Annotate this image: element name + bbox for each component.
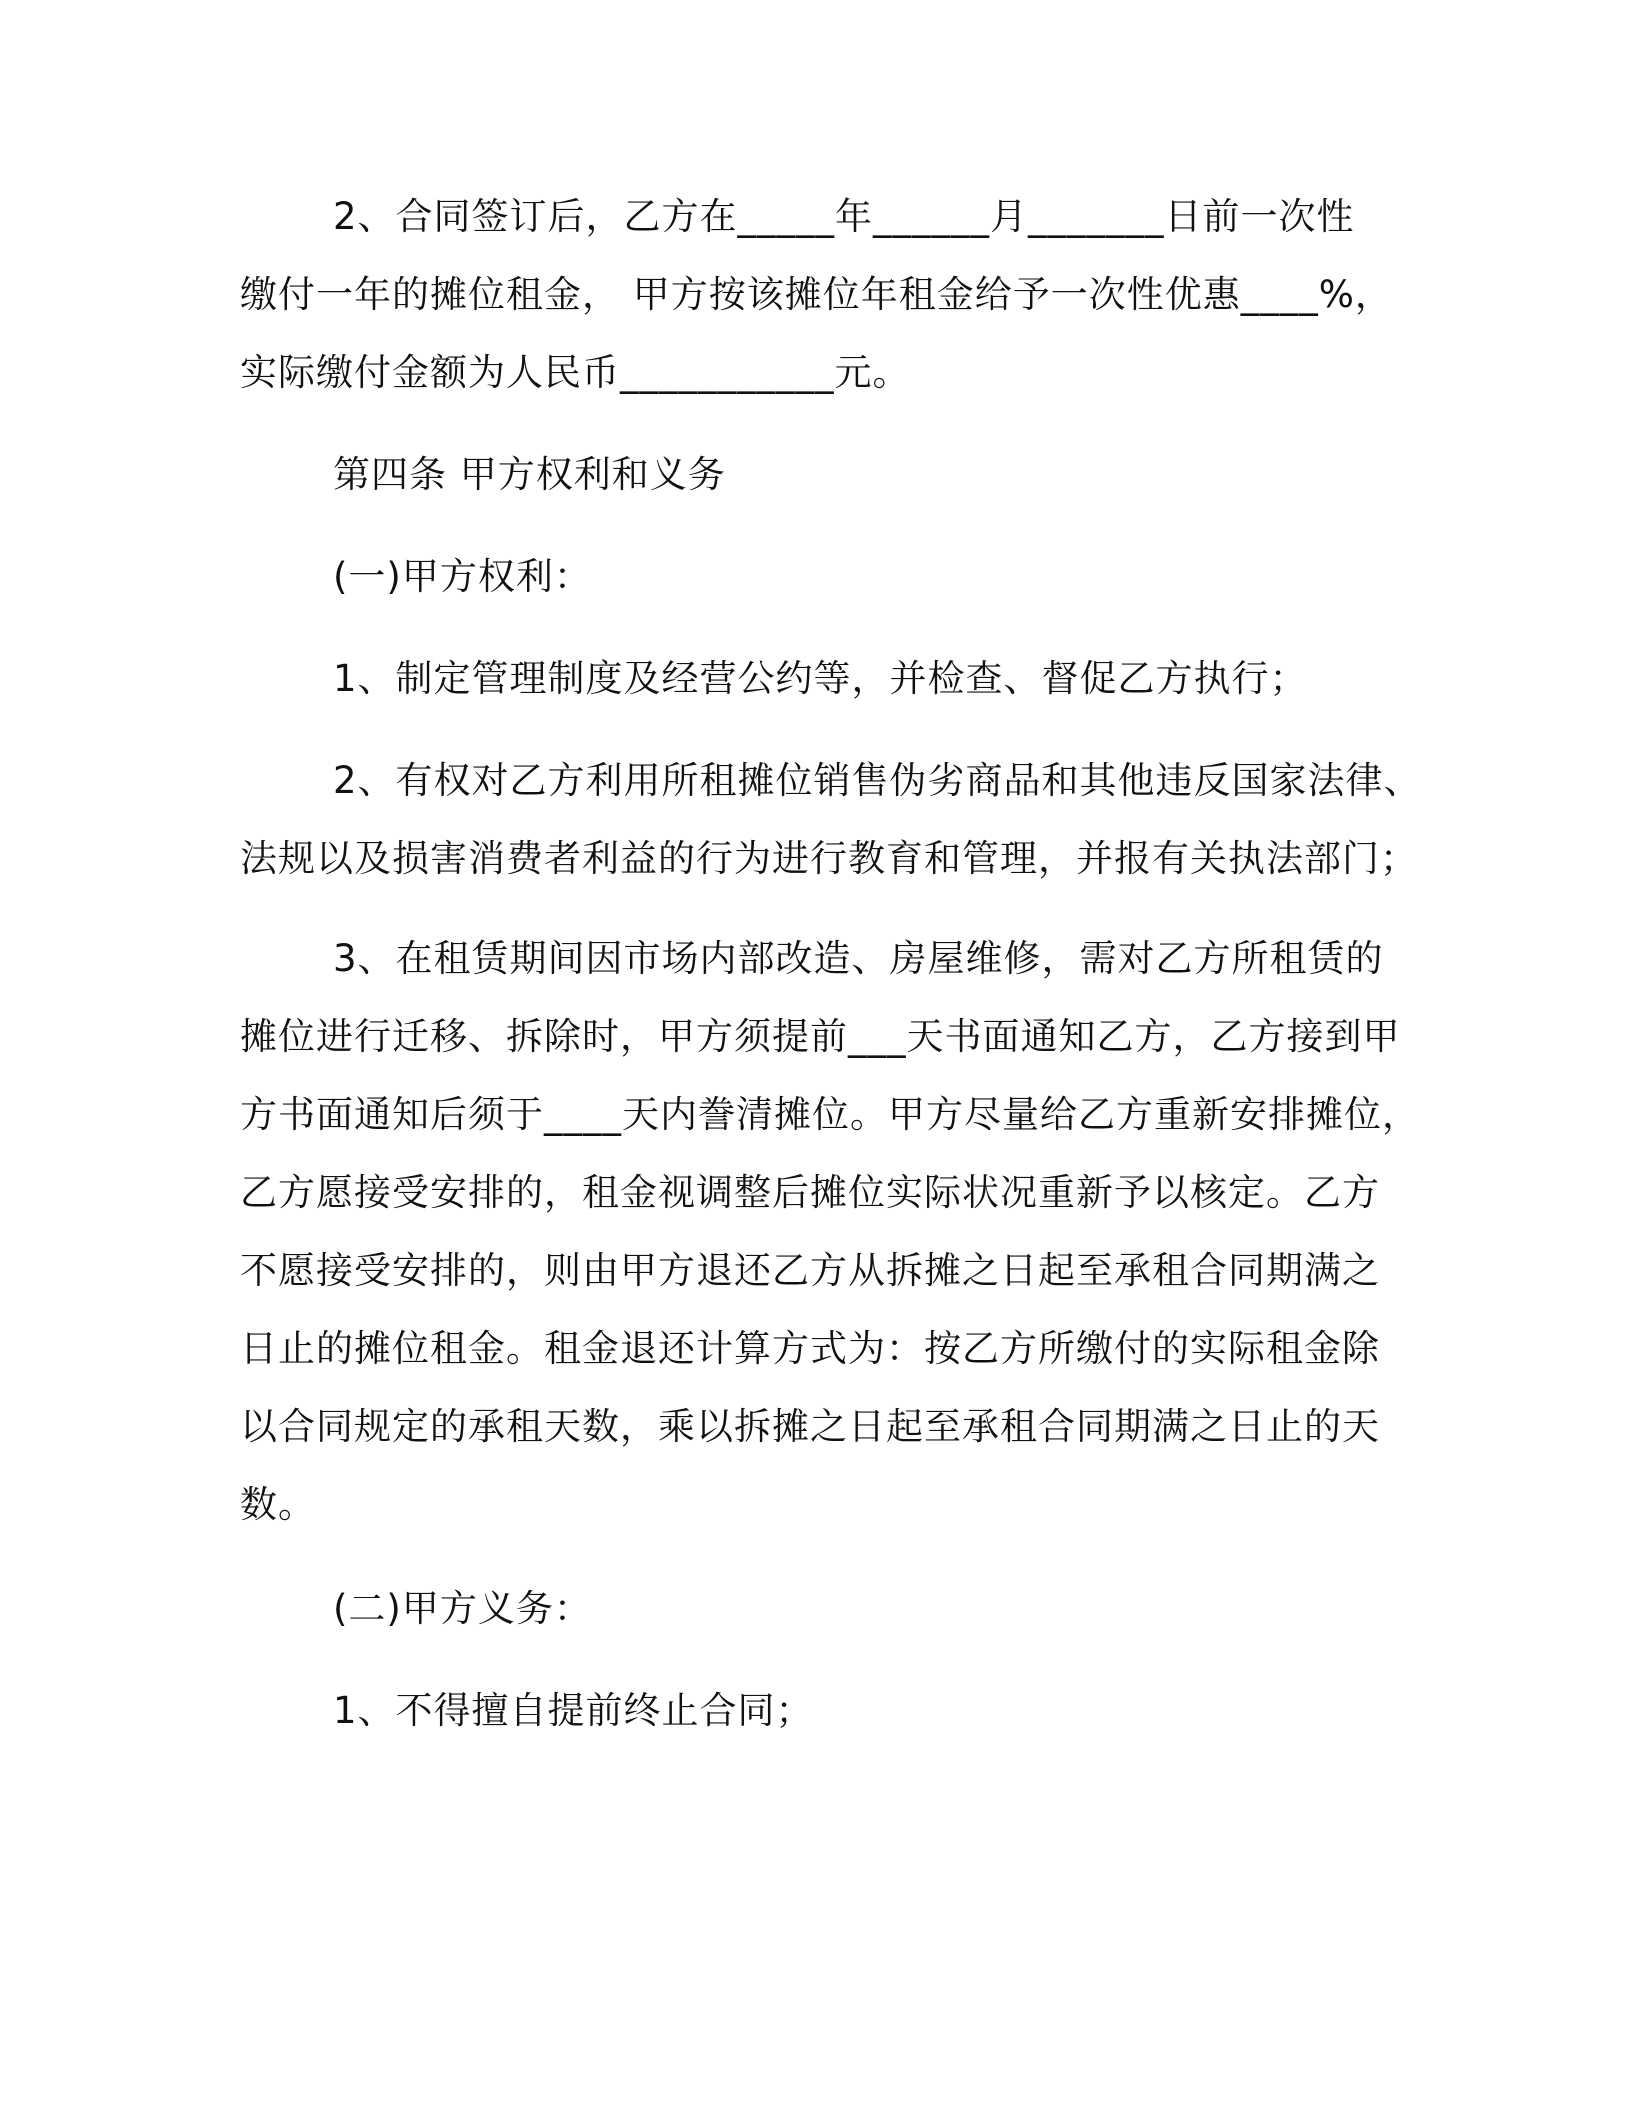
article-4-title — [333, 436, 726, 513]
rights-item-3-line-5 — [240, 1232, 1380, 1309]
obligations-heading — [333, 1570, 592, 1647]
obligations-item-1 — [333, 1672, 814, 1749]
rights-item-2-text-1: 2、有权对乙方利用所租摊位销售伪劣商品和其他违反国家法律、 — [333, 759, 1422, 802]
payment-clause-line-1 — [333, 178, 1355, 255]
payment-clause-line-2 — [240, 256, 1393, 333]
rights-item-3-line-6 — [240, 1310, 1380, 1387]
rights-item-2-line-2 — [240, 820, 1418, 897]
rights-item-3-text-6: 日止的摊位租金。租金退还计算方式为：按乙方所缴付的实际租金除 — [240, 1327, 1380, 1370]
obligations-heading-text: (二)甲方义务： — [333, 1587, 592, 1630]
rights-item-3-text-2: 摊位进行迁移、拆除时，甲方须提前___天书面通知乙方，乙方接到甲 — [240, 1015, 1401, 1058]
payment-clause-text-1: 2、合同签订后，乙方在_____年______月_______日前一次性 — [333, 195, 1355, 238]
rights-item-3-text-8: 数。 — [240, 1483, 316, 1526]
rights-item-3-text-5: 不愿接受安排的，则由甲方退还乙方从拆摊之日起至承租合同期满之 — [240, 1249, 1380, 1292]
payment-clause-line-3 — [240, 334, 911, 411]
rights-item-1-text: 1、制定管理制度及经营公约等，并检查、督促乙方执行； — [333, 657, 1308, 700]
rights-item-1 — [333, 640, 1308, 717]
payment-clause-text-3: 实际缴付金额为人民币___________元。 — [240, 351, 911, 394]
rights-item-3-text-7: 以合同规定的承租天数，乘以拆摊之日起至承租合同期满之日止的天 — [240, 1405, 1380, 1448]
rights-item-3-line-4 — [240, 1154, 1380, 1231]
rights-heading — [333, 538, 592, 615]
rights-item-3-line-1 — [333, 920, 1384, 997]
rights-item-2-text-2: 法规以及损害消费者利益的行为进行教育和管理，并报有关执法部门； — [240, 837, 1418, 880]
article-4-title-text: 第四条 甲方权利和义务 — [333, 453, 726, 496]
rights-item-3-line-8 — [240, 1466, 316, 1543]
rights-item-3-line-7 — [240, 1388, 1380, 1465]
rights-item-3-line-2 — [240, 998, 1401, 1075]
rights-item-3-text-1: 3、在租赁期间因市场内部改造、房屋维修，需对乙方所租赁的 — [333, 937, 1384, 980]
rights-item-2-line-1 — [333, 742, 1422, 819]
rights-item-3-text-4: 乙方愿接受安排的，租金视调整后摊位实际状况重新予以核定。乙方 — [240, 1171, 1380, 1214]
rights-heading-text: (一)甲方权利： — [333, 555, 592, 598]
payment-clause-text-2: 缴付一年的摊位租金， 甲方按该摊位年租金给予一次性优惠____%， — [240, 273, 1393, 316]
rights-item-3-line-3 — [240, 1076, 1420, 1153]
obligations-item-1-text: 1、不得擅自提前终止合同； — [333, 1689, 814, 1732]
rights-item-3-text-3: 方书面通知后须于____天内誊清摊位。甲方尽量给乙方重新安排摊位， — [240, 1093, 1420, 1136]
